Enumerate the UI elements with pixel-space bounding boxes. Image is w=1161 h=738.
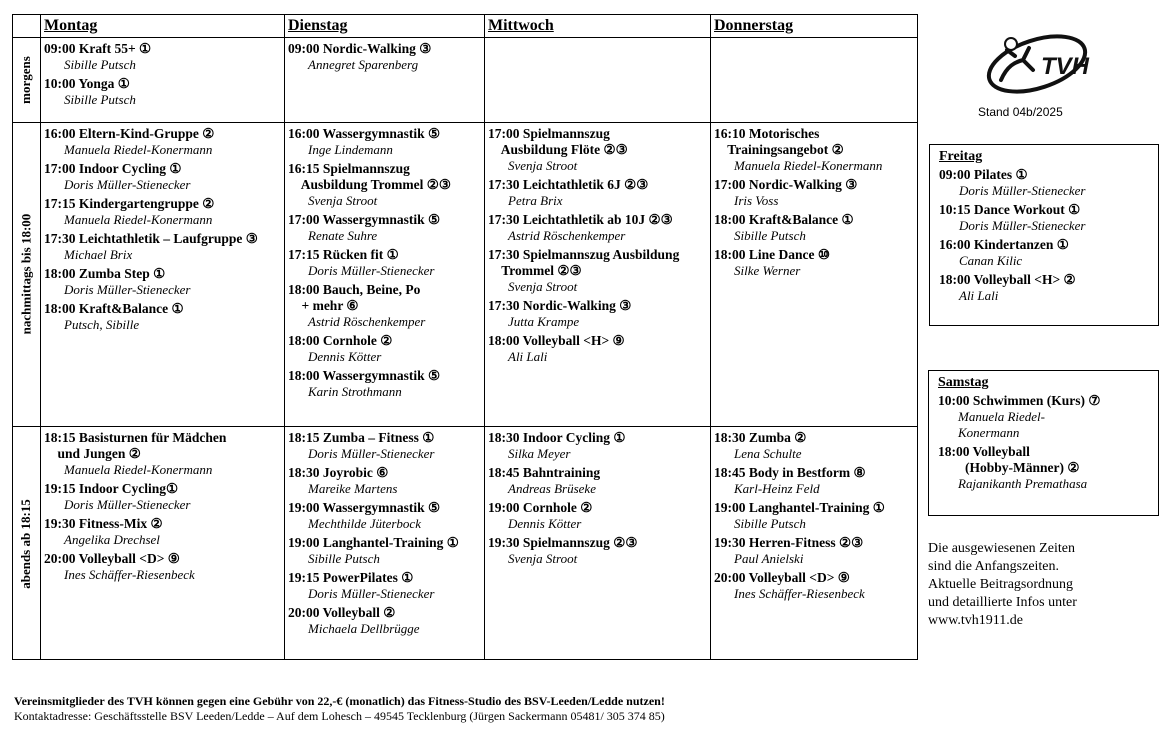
schedule-entry xyxy=(488,177,706,209)
schedule-entry xyxy=(714,126,915,174)
freitag-box xyxy=(929,144,1159,326)
schedule-cell xyxy=(284,426,484,661)
note-line: und detaillierte Infos unter xyxy=(928,595,1077,610)
schedule-entry xyxy=(44,76,280,108)
course-title: 19:30 Herren-Fitness ②③ xyxy=(714,535,864,550)
schedule-entry xyxy=(288,282,480,330)
day-header-dienstag: Dienstag xyxy=(288,17,348,34)
instructor-name: Karl-Heinz Feld xyxy=(734,481,820,496)
instructor-name: Renate Suhre xyxy=(308,228,378,243)
instructor-name: Ali Lali xyxy=(508,349,548,364)
instructor-name: Doris Müller-Stienecker xyxy=(308,263,435,278)
schedule-cell xyxy=(40,426,284,661)
stand-label: Stand 04b/2025 xyxy=(978,105,1063,119)
schedule-entry xyxy=(939,202,1149,234)
schedule-entry xyxy=(288,465,480,497)
course-title: 17:00 Indoor Cycling ① xyxy=(44,161,182,176)
instructor-name: Doris Müller-Stienecker xyxy=(308,446,435,461)
course-title: 09:00 Pilates ① xyxy=(939,167,1028,182)
instructor-name: Dennis Kötter xyxy=(508,516,582,531)
instructor-name: Silka Meyer xyxy=(508,446,571,461)
course-title: 09:00 Nordic-Walking ③ xyxy=(288,41,432,56)
course-title: 18:00 Kraft&Balance ① xyxy=(714,212,854,227)
course-title: 18:15 Basisturnen für Mädchen und Jungen ② xyxy=(44,430,227,461)
schedule-entry xyxy=(714,247,915,279)
instructor-name: Doris Müller-Stienecker xyxy=(308,586,435,601)
note-line: Aktuelle Beitragsordnung xyxy=(928,577,1074,592)
period-label xyxy=(13,426,39,661)
instructor-name: Dennis Kötter xyxy=(308,349,382,364)
schedule-entry xyxy=(288,535,480,567)
course-title: 17:15 Rücken fit ① xyxy=(288,247,399,262)
course-title: 18:30 Zumba ② xyxy=(714,430,807,445)
footer xyxy=(14,694,665,724)
course-title: 18:30 Indoor Cycling ① xyxy=(488,430,626,445)
schedule-entry xyxy=(288,570,480,602)
instructor-name: Doris Müller-Stienecker xyxy=(64,497,191,512)
course-title: 17:00 Wassergymnastik ⑤ xyxy=(288,212,441,227)
schedule-entry xyxy=(488,212,706,244)
period-label-text: nachmittags bis 18:00 xyxy=(18,213,33,335)
website-link[interactable]: www.tvh1911.de xyxy=(928,613,1024,628)
instructor-name: Lena Schulte xyxy=(734,446,802,461)
schedule-cell xyxy=(710,426,919,661)
schedule-entry xyxy=(939,167,1149,199)
instructor-name: Manuela Riedel-Konermann xyxy=(64,212,213,227)
instructor-name: Iris Voss xyxy=(734,193,779,208)
course-title: 17:00 Spielmannszug Ausbildung Flöte ②③ xyxy=(488,126,628,157)
course-title: 18:15 Zumba – Fitness ① xyxy=(288,430,435,445)
course-title: 19:00 Langhantel-Training ① xyxy=(288,535,459,550)
instructor-name: Jutta Krampe xyxy=(508,314,580,329)
course-title: 19:15 PowerPilates ① xyxy=(288,570,414,585)
instructor-name: Svenja Stroot xyxy=(308,193,378,208)
info-note xyxy=(928,540,1077,630)
schedule-entry xyxy=(714,177,915,209)
schedule-cell xyxy=(284,122,484,426)
schedule-entry xyxy=(288,161,480,209)
instructor-name: Manuela Riedel-Konermann xyxy=(64,462,213,477)
schedule-entry xyxy=(288,500,480,532)
schedule-cell xyxy=(40,122,284,426)
schedule-entry xyxy=(44,301,280,333)
instructor-name: Sibille Putsch xyxy=(308,551,380,566)
period-label-text: abends ab 18:15 xyxy=(18,498,34,589)
schedule-entry xyxy=(488,535,706,567)
schedule-entry xyxy=(488,247,706,295)
schedule-entry xyxy=(288,430,480,462)
instructor-name: Sibille Putsch xyxy=(734,228,806,243)
course-title: 17:30 Leichtathletik ab 10J ②③ xyxy=(488,212,673,227)
course-title: 18:30 Joyrobic ⑥ xyxy=(288,465,389,480)
instructor-name: Michael Brix xyxy=(64,247,133,262)
schedule-cell xyxy=(40,37,284,122)
course-title: 20:00 Volleyball <D> ⑨ xyxy=(714,570,850,585)
instructor-name: Inge Lindemann xyxy=(308,142,393,157)
period-label xyxy=(13,37,39,122)
instructor-name: Doris Müller-Stienecker xyxy=(959,218,1086,233)
instructor-name: Michaela Dellbrügge xyxy=(308,621,420,636)
instructor-name: Ines Schäffer-Riesenbeck xyxy=(64,567,195,582)
logo-text: TVH xyxy=(1041,53,1089,80)
course-title: 09:00 Kraft 55+ ① xyxy=(44,41,152,56)
schedule-cell xyxy=(710,122,919,426)
course-title: 18:45 Body in Bestform ⑧ xyxy=(714,465,866,480)
instructor-name: Mareike Martens xyxy=(308,481,398,496)
schedule-entry xyxy=(44,41,280,73)
schedule-table xyxy=(12,14,918,660)
course-title: 18:00 Wassergymnastik ⑤ xyxy=(288,368,441,383)
course-title: 18:00 Bauch, Beine, Po + mehr ⑥ xyxy=(288,282,421,313)
course-title: 20:00 Volleyball <D> ⑨ xyxy=(44,551,180,566)
instructor-name: Doris Müller-Stienecker xyxy=(959,183,1086,198)
course-title: 10:15 Dance Workout ① xyxy=(939,202,1081,217)
schedule-entry xyxy=(288,126,480,158)
course-title: 10:00 Yonga ① xyxy=(44,76,130,91)
schedule-cell xyxy=(710,37,919,122)
schedule-entry xyxy=(44,430,280,478)
course-title: 18:00 Zumba Step ① xyxy=(44,266,166,281)
instructor-name: Ali Lali xyxy=(959,288,999,303)
course-title: 18:00 Volleyball <H> ② xyxy=(939,272,1076,287)
course-title: 17:15 Kindergartengruppe ② xyxy=(44,196,215,211)
schedule-entry xyxy=(288,212,480,244)
schedule-entry xyxy=(288,41,480,73)
instructor-name: Sibille Putsch xyxy=(64,57,136,72)
samstag-title: Samstag xyxy=(938,375,989,390)
schedule-entry xyxy=(714,430,915,462)
course-title: 18:00 Volleyball <H> ⑨ xyxy=(488,333,625,348)
instructor-name: Manuela Riedel- Konermann xyxy=(958,409,1045,440)
instructor-name: Svenja Stroot xyxy=(508,158,578,173)
schedule-entry xyxy=(938,444,1149,492)
schedule-entry xyxy=(44,126,280,158)
instructor-name: Rajanikanth Premathasa xyxy=(958,476,1088,491)
instructor-name: Sibille Putsch xyxy=(734,516,806,531)
instructor-name: Doris Müller-Stienecker xyxy=(64,177,191,192)
course-title: 18:00 Volleyball (Hobby-Männer) ② xyxy=(938,444,1080,475)
schedule-entry xyxy=(714,212,915,244)
schedule-entry xyxy=(488,430,706,462)
instructor-name: Doris Müller-Stienecker xyxy=(64,282,191,297)
instructor-name: Putsch, Sibille xyxy=(64,317,140,332)
day-header-donnerstag: Donnerstag xyxy=(714,17,794,34)
schedule-entry xyxy=(488,126,706,174)
instructor-name: Sibille Putsch xyxy=(64,92,136,107)
course-title: 17:30 Leichtathletik – Laufgruppe ③ xyxy=(44,231,258,246)
footer-membership-note: Vereinsmitglieder des TVH können gegen eine Gebühr von 22,-€ (monatlich) das Fitness-Studio des BSV-Leeden/Ledde nutzen! xyxy=(14,694,665,708)
course-title: 19:30 Fitness-Mix ② xyxy=(44,516,163,531)
schedule-cell xyxy=(484,122,710,426)
course-title: 16:00 Wassergymnastik ⑤ xyxy=(288,126,441,141)
course-title: 18:45 Bahntraining xyxy=(488,465,601,480)
schedule-entry xyxy=(714,500,915,532)
schedule-entry xyxy=(44,161,280,193)
schedule-entry xyxy=(714,535,915,567)
instructor-name: Paul Anielski xyxy=(734,551,804,566)
course-title: 18:00 Line Dance ⑩ xyxy=(714,247,830,262)
instructor-name: Silke Werner xyxy=(734,263,801,278)
schedule-entry xyxy=(288,368,480,400)
instructor-name: Mechthilde Jüterbock xyxy=(308,516,421,531)
course-title: 17:30 Nordic-Walking ③ xyxy=(488,298,632,313)
schedule-entry xyxy=(288,605,480,637)
footer-contact: Kontaktadresse: Geschäftsstelle BSV Leeden/Ledde – Auf dem Lohesch – 49545 Tecklenburg (Jürgen Sackermann 05481/ 305 374 85) xyxy=(14,709,665,723)
freitag-title: Freitag xyxy=(939,149,983,164)
schedule-entry xyxy=(939,237,1149,269)
tvh-logo xyxy=(985,26,1095,98)
course-title: 17:00 Nordic-Walking ③ xyxy=(714,177,858,192)
schedule-entry xyxy=(488,298,706,330)
schedule-entry xyxy=(488,465,706,497)
schedule-entry xyxy=(44,196,280,228)
instructor-name: Karin Strothmann xyxy=(308,384,402,399)
schedule-entry xyxy=(44,266,280,298)
instructor-name: Ines Schäffer-Riesenbeck xyxy=(734,586,865,601)
schedule-entry xyxy=(488,333,706,365)
period-label xyxy=(13,122,39,426)
instructor-name: Astrid Röschenkemper xyxy=(308,314,426,329)
course-title: 19:00 Cornhole ② xyxy=(488,500,593,515)
schedule-entry xyxy=(939,272,1149,304)
instructor-name: Canan Kilic xyxy=(959,253,1023,268)
course-title: 18:00 Cornhole ② xyxy=(288,333,393,348)
samstag-box xyxy=(928,370,1159,516)
course-title: 19:00 Wassergymnastik ⑤ xyxy=(288,500,441,515)
schedule-entry xyxy=(714,570,915,602)
day-header-mittwoch: Mittwoch xyxy=(488,17,554,34)
schedule-entry xyxy=(288,247,480,279)
schedule-entry xyxy=(44,481,280,513)
schedule-entry xyxy=(44,551,280,583)
schedule-entry xyxy=(288,333,480,365)
note-line: Die ausgewiesenen Zeiten xyxy=(928,541,1075,556)
schedule-entry xyxy=(938,393,1149,441)
schedule-entry xyxy=(44,231,280,263)
course-title: 17:30 Spielmannszug Ausbildung Trommel ②③ xyxy=(488,247,680,278)
instructor-name: Svenja Stroot xyxy=(508,279,578,294)
schedule-cell xyxy=(484,37,710,122)
course-title: 16:00 Eltern-Kind-Gruppe ② xyxy=(44,126,215,141)
course-title: 16:00 Kindertanzen ① xyxy=(939,237,1069,252)
schedule-entry xyxy=(44,516,280,548)
schedule-entry xyxy=(488,500,706,532)
instructor-name: Angelika Drechsel xyxy=(64,532,160,547)
course-title: 19:00 Langhantel-Training ① xyxy=(714,500,885,515)
instructor-name: Astrid Röschenkemper xyxy=(508,228,626,243)
day-header-montag: Montag xyxy=(44,17,98,34)
schedule-cell xyxy=(284,37,484,122)
instructor-name: Svenja Stroot xyxy=(508,551,578,566)
course-title: 16:15 Spielmannszug Ausbildung Trommel ②③ xyxy=(288,161,451,192)
schedule-cell xyxy=(484,426,710,661)
instructor-name: Manuela Riedel-Konermann xyxy=(734,158,883,173)
course-title: 20:00 Volleyball ② xyxy=(288,605,396,620)
instructor-name: Manuela Riedel-Konermann xyxy=(64,142,213,157)
instructor-name: Andreas Brüseke xyxy=(508,481,596,496)
period-label-text: morgens xyxy=(18,55,34,104)
instructor-name: Annegret Sparenberg xyxy=(308,57,419,72)
course-title: 17:30 Leichtathletik 6J ②③ xyxy=(488,177,649,192)
schedule-entry xyxy=(714,465,915,497)
course-title: 18:00 Kraft&Balance ① xyxy=(44,301,184,316)
course-title: 16:10 Motorisches Trainingsangebot ② xyxy=(714,126,844,157)
instructor-name: Petra Brix xyxy=(508,193,563,208)
course-title: 19:15 Indoor Cycling① xyxy=(44,481,179,496)
course-title: 19:30 Spielmannszug ②③ xyxy=(488,535,638,550)
course-title: 10:00 Schwimmen (Kurs) ⑦ xyxy=(938,393,1101,408)
note-line: sind die Anfangszeiten. xyxy=(928,559,1060,574)
